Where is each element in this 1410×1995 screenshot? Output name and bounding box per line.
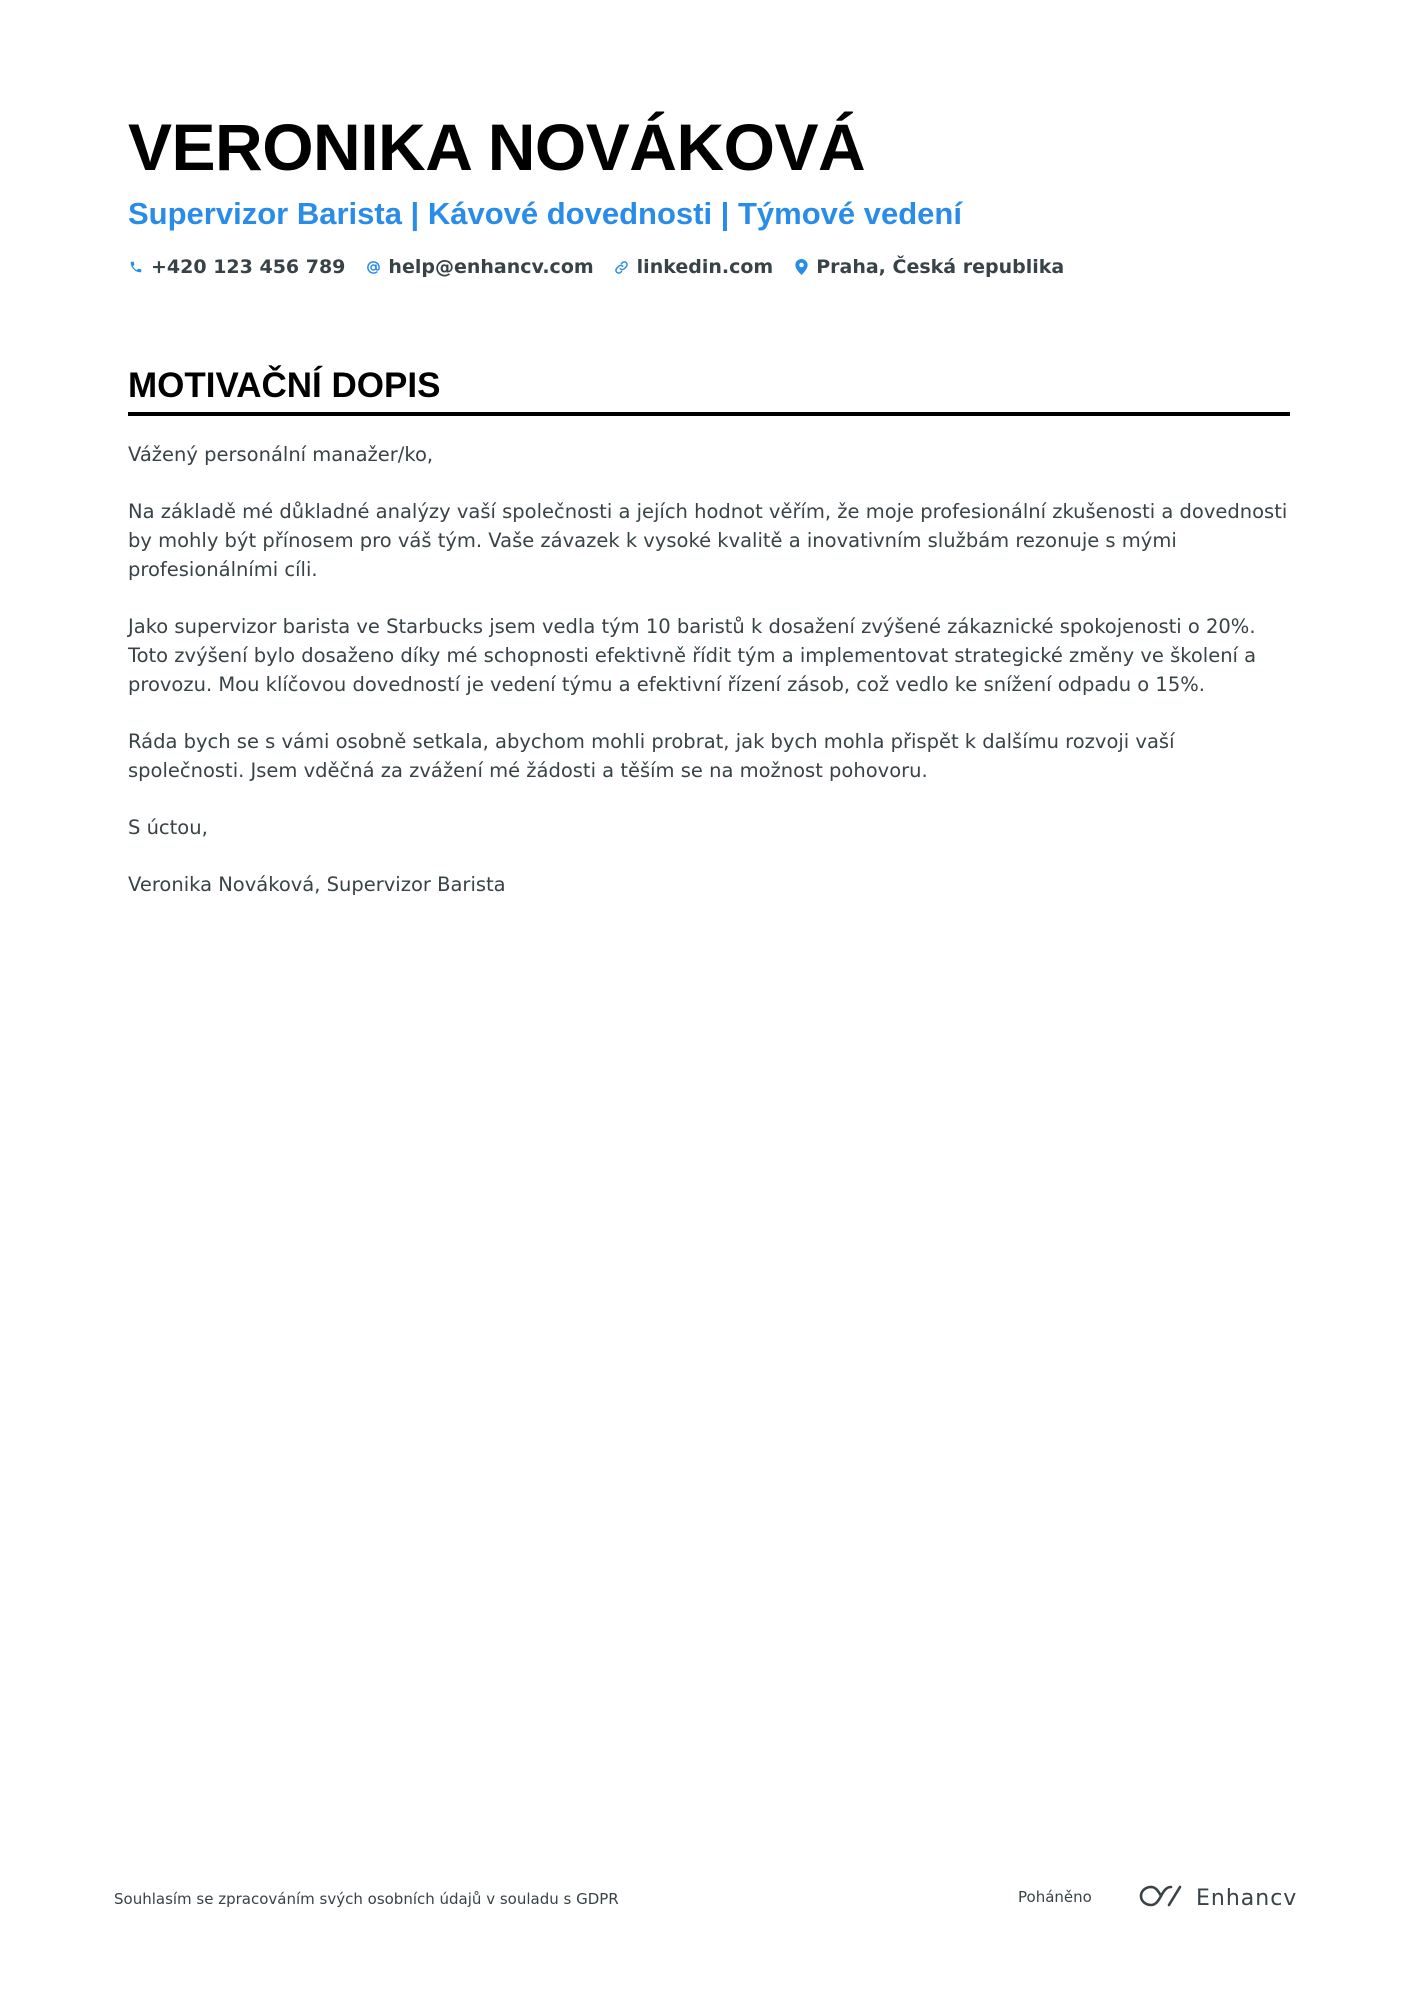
letter-paragraph: Na základě mé důkladné analýzy vaší společnosti a jejích hodnot věřím, že moje profesionální zkušenosti a dovednosti by mohly být přínosem pro váš tým. Vaše závazek k vysoké kvalitě a inovativním službám rezonuje s mými profesionálními cíli. xyxy=(128,500,1288,581)
page-footer xyxy=(114,1880,1298,1920)
location-pin-icon xyxy=(793,258,809,276)
contact-info xyxy=(128,252,1288,282)
enhancv-logo-icon xyxy=(1138,1883,1184,1913)
section-title: MOTIVAČNÍ DOPIS xyxy=(128,364,1290,416)
email-text[interactable]: help@enhancv.com xyxy=(388,256,594,278)
phone-icon xyxy=(128,258,144,276)
letter-body xyxy=(128,440,1290,899)
gdpr-consent-text: Souhlasím se zpracováním svých osobních údajů v souladu s GDPR xyxy=(114,1890,619,1908)
contact-email[interactable] xyxy=(365,256,593,278)
candidate-name: VERONIKA NOVÁKOVÁ xyxy=(128,110,866,184)
enhancv-wordmark: Enhancv xyxy=(1196,1885,1298,1911)
resume-header xyxy=(128,104,1288,282)
letter-paragraph: Ráda bych se s vámi osobně setkala, abychom mohli probrat, jak bych mohla přispět k dalšímu rozvoji vaší společnosti. Jsem vděčná za zvážení mé žádosti a těším se na možnost pohovoru. xyxy=(128,730,1175,782)
letter-closing: S úctou, xyxy=(128,816,208,839)
letter-signature: Veronika Nováková, Supervizor Barista xyxy=(128,873,506,896)
contact-link[interactable] xyxy=(614,256,774,278)
link-text[interactable]: linkedin.com xyxy=(636,256,774,278)
contact-location xyxy=(793,256,1064,278)
letter-greeting: Vážený personální manažer/ko, xyxy=(128,443,434,466)
cover-letter-section xyxy=(128,364,1290,927)
at-icon xyxy=(365,258,381,276)
location-text: Praha, Česká republika xyxy=(816,256,1065,278)
candidate-headline: Supervizor Barista | Kávové dovednosti | Týmové vedení xyxy=(128,196,962,231)
powered-by-label: Poháněno xyxy=(1018,1888,1092,1906)
enhancv-brand[interactable] xyxy=(1138,1880,1297,1916)
link-icon xyxy=(614,258,630,276)
contact-phone xyxy=(128,256,345,278)
letter-paragraph: Jako supervizor barista ve Starbucks jsem vedla tým 10 baristů k dosažení zvýšené zákaznické spokojenosti o 20%. Toto zvýšení bylo dosaženo díky mé schopnosti efektivně řídit tým a implementovat strategické změny ve školení a provozu. Mou klíčovou dovedností je vedení týmu a efektivní řízení zásob, což vedlo ke snížení odpadu o 15%. xyxy=(128,615,1257,696)
phone-text: +420 123 456 789 xyxy=(151,256,346,278)
